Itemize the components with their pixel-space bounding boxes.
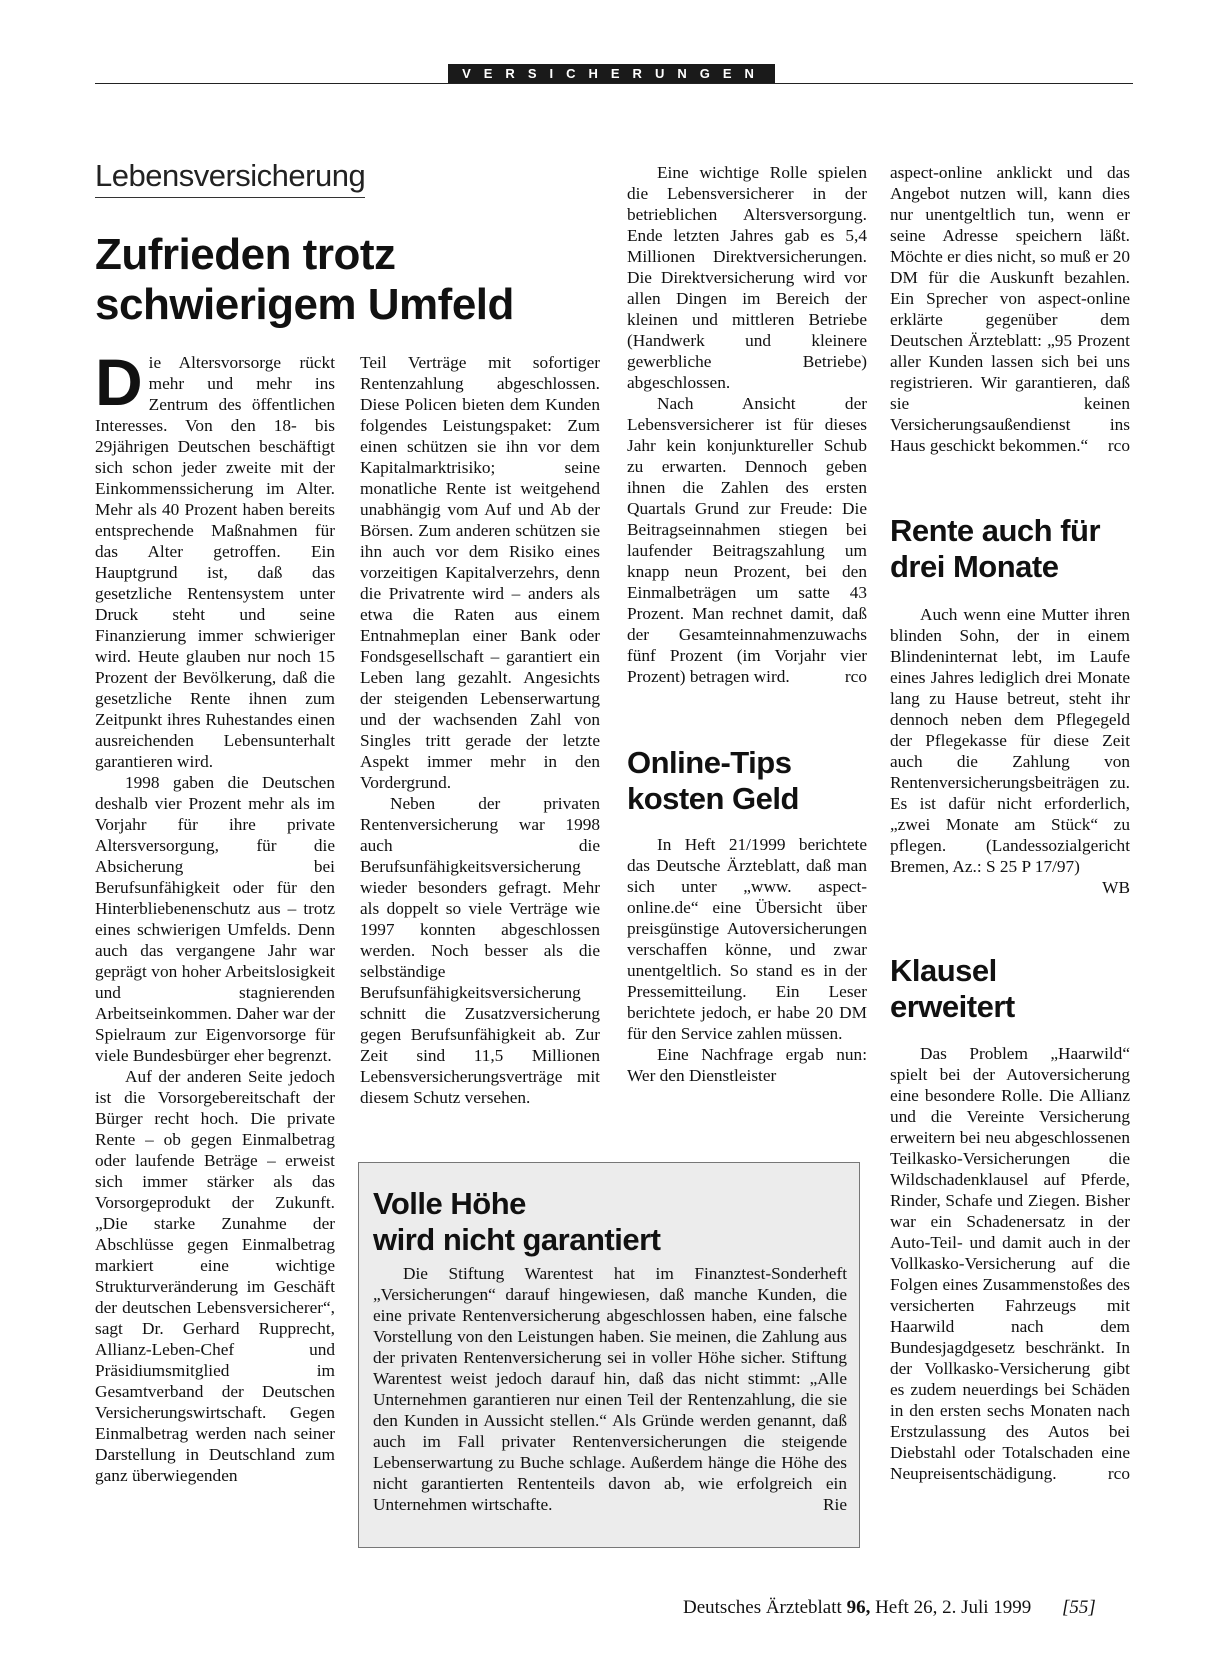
main-headline-line2: schwierigem Umfeld bbox=[95, 280, 514, 329]
rente-headline bbox=[890, 513, 1130, 585]
article-paragraph bbox=[95, 345, 335, 772]
online-tips-article bbox=[627, 834, 867, 1086]
article-paragraph bbox=[627, 393, 867, 687]
issue-info: Heft 26, 2. Juli 1999 bbox=[875, 1597, 1032, 1618]
kicker: Lebensversicherung bbox=[95, 158, 365, 198]
article-paragraph: In Heft 21/1999 berichtete das Deutsche Ärzteblatt, daß man sich unter „www. aspect-online.de“ eine Übersicht über preisgünstige Autoversicherungen verschaffen könne, und zwar unentgeltlich. So stand es in der Pressemitteilung. Ein Leser berichtete jedoch, er habe 20 DM für den Service zahlen müssen. bbox=[627, 835, 867, 1043]
main-article-column-2 bbox=[360, 352, 600, 1108]
dropcap: D bbox=[95, 345, 143, 419]
article-paragraph bbox=[373, 1263, 847, 1515]
author-signature: WB bbox=[1102, 878, 1130, 897]
page-number: [55] bbox=[1062, 1597, 1096, 1618]
section-header bbox=[95, 62, 1133, 87]
section-label: VERSICHERUNGEN bbox=[448, 64, 775, 83]
author-signature: rco bbox=[844, 667, 867, 686]
article-paragraph bbox=[890, 1043, 1130, 1484]
sidebar-article bbox=[373, 1263, 847, 1515]
rente-article bbox=[890, 604, 1130, 898]
paragraph-text: aspect-online anklickt und das Angebot nutzen will, kann dies nur unentgeltlich tun, wenn er seine Adresse speichern läßt. Möchte er dies nicht, so muß er 20 DM für die Auskunft bezahlen. Ein Sprecher von aspect-online erklärte gegenüber dem Deutschen Ärzteblatt: „95 Prozent aller Kunden lassen sich bei uns registrieren. Wir garantieren, daß sie keinen Versicherungsaußendienst ins Haus geschickt bekommen.“ bbox=[890, 163, 1130, 455]
paragraph-text: Das Problem „Haarwild“ spielt bei der Autoversicherung eine besondere Rolle. Die Allianz und die Vereinte Versicherung erweitern bei neu abgeschlossenen Teilkasko-Versicherungen die Wildschadenklausel auf Pferde, Rinder, Schafe und Ziegen. Bisher war ein Schadenersatz in der Auto-Teil- und damit auch in der Vollkasko-Versicherung auf die Folgen eines Zusammenstoßes des versicherten Fahrzeugs mit Haarwild nach dem Bundesjagdgesetz beschränkt. In der Vollkasko-Versicherung gibt es zudem neuerdings bei Schäden in den ersten sechs Monaten nach Erstzulassung des Autos bei Diebstahl oder Totalschaden eine Neupreisentschädigung. bbox=[890, 1044, 1130, 1483]
headline-line: Online-Tips bbox=[627, 745, 792, 780]
section-rule bbox=[95, 83, 1133, 84]
journal-name: Deutsches Ärzteblatt bbox=[683, 1597, 842, 1618]
sidebar-headline bbox=[373, 1186, 853, 1258]
paragraph-text: Auch wenn eine Mutter ihren blinden Sohn, der in einem Blindeninternat lebt, im Laufe eines Jahres lediglich drei Monate lang zu Hause betreut, steht ihr dennoch neben dem Pflegegeld der Pflegekasse für diese Zeit auch die Zahlung von Rentenversicherungsbeiträgen zu. Es ist dafür nicht erforderlich, „zwei Monate am Stück“ zu pflegen. (Landessozialgericht Bremen, Az.: S 25 P 17/97) bbox=[890, 605, 1130, 876]
headline-line: Rente auch für bbox=[890, 513, 1101, 548]
main-headline bbox=[95, 230, 615, 330]
author-signature: rco bbox=[1107, 1464, 1130, 1483]
paragraph-text: ie Altersvorsorge rückt mehr und mehr ins Zentrum des öffentlichen Interesses. Von den 18- bis 29jährigen Deutschen beschäftigt sich schon jeder zweite mit der Einkommenssicherung im Alter. Mehr als 40 Prozent haben bereits entsprechende Maßnahmen für das Alter getroffen. Ein Hauptgrund ist, daß das gesetzliche Rentensystem unter Druck steht und seine Finanzierung immer schwieriger wird. Heute glauben nur noch 15 Prozent der Bevölkerung, daß die gesetzliche Rente ihnen zum Zeitpunkt ihres Ruhestandes einen ausreichenden Lebensunterhalt garantieren wird. bbox=[95, 353, 335, 771]
main-headline-line1: Zufrieden trotz bbox=[95, 230, 396, 279]
paragraph-text: Nach Ansicht der Lebensversicherer ist für dieses Jahr kein konjunktureller Schub zu erwarten. Dennoch geben ihnen die Zahlen des ersten Quartals Grund zur Freude: Die Beitragseinnahmen stiegen bei laufender Beitragszahlung um knapp neun Prozent, bei den Einmalbeträgen um satte 43 Prozent. Man rechnet damit, daß der Gesamteinnahmenzuwachs fünf Prozent (im Vorjahr vier Prozent) betragen wird. bbox=[627, 394, 867, 686]
klausel-headline bbox=[890, 953, 1130, 1025]
volume-number: 96, bbox=[846, 1597, 871, 1618]
headline-line: wird nicht garantiert bbox=[373, 1222, 661, 1257]
article-paragraph: 1998 gaben die Deutschen deshalb vier Prozent mehr als im Vorjahr für ihre private Altersversorgung, für die Absicherung bei Berufsunfähigkeit oder für den Hinterbliebenenschutz aus – trotz eines schwierigen Umfelds. Denn auch das vergangene Jahr war geprägt von hoher Arbeitslosigkeit und stagnierenden Arbeitseinkommen. Daher war der Spielraum zur Eigenvorsorge für viele Bundesbürger eher begrenzt. bbox=[95, 773, 335, 1065]
article-paragraph bbox=[890, 604, 1130, 897]
paragraph-text: Die Stiftung Warentest hat im Finanztest-Sonderheft „Versicherungen“ darauf hingewiesen, daß manche Kunden, die eine private Rentenversicherung abgeschlossen haben, eine falsche Vorstellung von den Leistungen haben. Sie meinen, die Zahlung aus der privaten Rentenversicherung sei in voller Höhe sicher. Stiftung Warentest weist jedoch darauf hin, daß das nicht stimmt: „Alle Unternehmen garantieren nur einen Teil der Rentenzahlung, die sie den Kunden in Aussicht stellen.“ Als Gründe werden genannt, daß auch im Fall privater Rentenversicherungen die steigende Lebenserwartung zu Buche schlage. Außerdem hänge die Höhe des nicht garantierten Rententeils davon ab, wie erfolgreich ein Unternehmen wirtschafte. bbox=[373, 1264, 847, 1514]
klausel-article bbox=[890, 1043, 1130, 1484]
online-tips-continuation bbox=[890, 162, 1130, 456]
article-paragraph: Neben der privaten Rentenversicherung war 1998 auch die Berufsunfähigkeitsversicherung wieder besonders gefragt. Mehr als doppelt so viele Verträge wie 1997 konnten abgeschlossen werden. Noch besser als die selbständige Berufsunfähigkeitsversicherung schnitt die Zusatzversicherung gegen Berufsunfähigkeit ab. Zur Zeit sind 11,5 Millionen Lebensversicherungsverträge mit diesem Schutz versehen. bbox=[360, 794, 600, 1107]
headline-line: Volle Höhe bbox=[373, 1186, 526, 1221]
headline-line: kosten Geld bbox=[627, 781, 799, 816]
article-paragraph: Auf der anderen Seite jedoch ist die Vorsorgebereitschaft der Bürger recht hoch. Die private Rente – ob gegen Einmalbetrag oder laufende Beträge – erweist sich immer stärker als das Vorsorgeprodukt der Zukunft. „Die starke Zunahme der Abschlüsse gegen Einmalbetrag markiert eine wichtige Strukturveränderung im Geschäft der deutschen Lebensversicherer“, sagt Dr. Gerhard Rupprecht, Allianz-Leben-Chef und Präsidiumsmitglied im Gesamtverband der Deutschen Versicherungswirtschaft. Gegen Einmalbetrag werden nach seiner Darstellung in Deutschland zum ganz überwiegenden bbox=[95, 1067, 335, 1485]
headline-line: erweitert bbox=[890, 989, 1015, 1024]
page-footer bbox=[683, 1597, 1133, 1619]
author-signature: rco bbox=[1107, 436, 1130, 455]
main-article-column-3 bbox=[627, 162, 867, 687]
article-paragraph: Teil Verträge mit sofortiger Rentenzahlung abgeschlossen. Diese Policen bieten dem Kunden folgendes Leistungspaket: Zum einen schützen sie ihn vor dem Kapitalmarktrisiko; seine monatliche Rente ist weitgehend unabhängig vom Auf und Ab der Börsen. Zum anderen schützen sie ihn auch vor dem Risiko eines vorzeitigen Kapitalverzehrs, denn die Privatrente wird – anders als etwa die Raten aus einem Entnahmeplan einer Bank oder Fondsgesellschaft – garantiert ein Leben lang gezahlt. Angesichts der steigenden Lebenserwartung und der wachsenden Zahl von Singles tritt gerade der letzte Aspekt immer mehr in den Vordergrund. bbox=[360, 353, 600, 792]
article-paragraph bbox=[890, 162, 1130, 456]
article-paragraph: Eine wichtige Rolle spielen die Lebensversicherer in der betrieblichen Altersversorgung. Ende letzten Jahres gab es 5,4 Millionen Direktversicherungen. Die Direktversicherung wird vor allen Dingen im Bereich der kleinen und mittleren Betriebe (Handwerk und kleinere gewerbliche Betriebe) abgeschlossen. bbox=[627, 163, 867, 392]
headline-line: Klausel bbox=[890, 953, 997, 988]
article-paragraph: Eine Nachfrage ergab nun: Wer den Dienstleister bbox=[627, 1045, 867, 1085]
main-article-column-1 bbox=[95, 345, 335, 1486]
author-signature: Rie bbox=[823, 1495, 847, 1514]
headline-line: drei Monate bbox=[890, 549, 1059, 584]
online-tips-headline bbox=[627, 745, 867, 817]
